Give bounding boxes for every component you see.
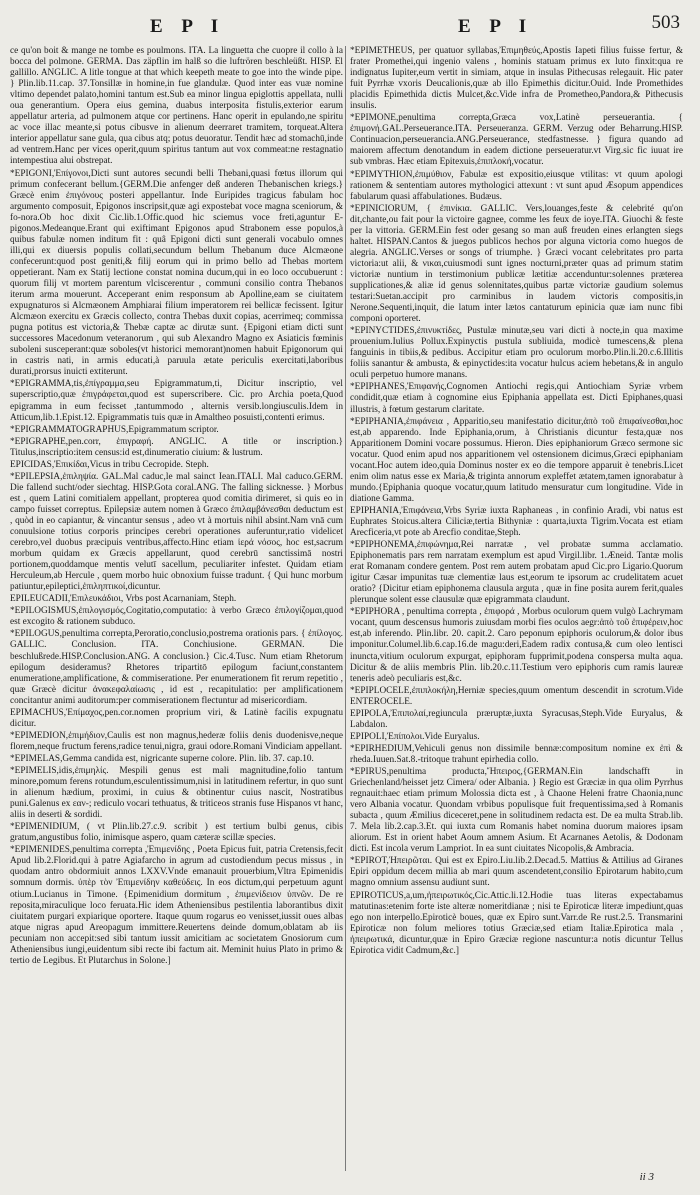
entry-epigraphe: *EPIGRAPHE,pen.corr, ἐπιγραφή. ANGLIC. A title or inscription.} Titulus,inscriptio:item census:id est,dinumeratio ciuium: & lustrum. <box>10 436 343 458</box>
entry-epimelas: *EPIMELAS,Gemma candida est, nigricante superne colore. Plin. lib. 37. cap.10. <box>10 753 314 764</box>
entry-epimenidium: *EPIMENIDIUM, ( vt Plin.lib.27.c.9. scribit ) est tertium bulbi genus, cibis gratum,angustibus folio, inimisque aspero, quam cæteræ scillæ species. <box>10 822 343 844</box>
entry-epimythion: *EPIMYTHION,ἐπιμύθιον, Fabulæ est expositio,eiusque vtilitas: vt quum apologi rationem & sententiam autores mythologici attexunt : vt sunt apud Æsopum appendices fabularum quasi affabulationes. Budæus. <box>350 169 683 202</box>
entry-epinyctides: *EPINYCTIDES,ἐπινυκτίδες, Pustulæ minutæ,seu vari dicti à nocte,in qua maxime prouenium.Iulius Pollux.Expinyctis pustula subliuida, modicè tumescens,& plena fanguinis in tibiis,& pedibus. Accipitur etiam pro oculorum morbo.Plin.li.20.c.6.Illitis foliis sanantur & ambusta, & epinyctides:ita vocatur hulcus aciem hebetans,& in angulo oculi perpetuo humore manans. <box>350 326 683 381</box>
entry-epimelis: *EPIMELIS,idis,ἐπιμηλίς. Mespili genus est mali magnitudine,folio tantum minore,pomum ferens rotundum,esculentissimum,nisi in latitudinem refertur, in quo sunt in alienum hædium, proximi, in cuius & obtinentur cuius nascit, Nostratibus puni.Galenus ex ɛαν-; rediculo vocari tethuatus, & triticeos stranis fuse Hispanos vt hanc, aliis in deserti & sordidi. <box>10 766 343 821</box>
right-running-title: E P I <box>458 16 534 37</box>
entry-epiniciorum: *EPINICIORUM, { ἐπινίκια. GALLIC. Vers,louanges,feste & celebrité qu'on dit,chante,ou fait pour la victoire gagnee, comme les feux de ioye.ITA. Giuochi & feste per la vittoria. GERM.Ein fest oder gesang so man auß freuden eines erlangten siegs haltet. HISPAN.Cantos & juegos publicos hechos por alguna victoria como huegos de alegria. ANGLIC.Verses or songs of triumphe. } Græci vocant celebritates pro parta victoria:ut alii, & νικαι,cuiusmodi sunt ignes nocturni,præter quas ad primum statim victoriæ nuntium in terstimonium publicæ lætitiæ accenduntur:solennes præterea supplicationes,& aliæ id genus solennitates,quibus partæ victoriæ gaudium solemus testari:Suetan.accipit pro carminibus in laudem victoris compositis,in Nerone.Sequenti,inquit, die latum inter lætos cantaturum epinicia quæ iam nunc fibi componi oporteret. <box>350 203 683 325</box>
entry-epigoni: *EPIGONI,Ἐπίγονοι,Dicti sunt autores secundi belli Thebani,quasi fœtus illorum qui primum confecerant bellum.{GERM.Die anfenger deß anderen Thebanischen kriegs.} Græcè enim ἐπιγόνους posteri appellantur. Inde Euripides tragicus fabulam hoc argumento composuit, Epigonos inscripsit,quæ agi expostebat voce magna sceniorum, & fo-nora.Ob hoc dixit Cic.lib.1.Offic.quod hic sciemus voce freti,aguntur E-pigonos.Medeanque.Erant qui exiftimant Epigonos apud Strabonem esse populos,à quibus fabulæ nomen inditum fit : quâ Epigoni dicti sunt generali vocabulo omnes illi,qui ex diuersis populis collati,secundum bellum Thebanum duce Alcmæone confecerunt:quod post geniti,& filij eorum qui in primo bello ad Thebas mortem oppetierant. Nam ex Statij lectione constat nomina ducum,qui in eo loco occubuerunt : quorum filij vt mortem parentum vlciscerentur , communi consilio contra Thebanos iterum arma mouerunt. Acceperant enim responsum ab Apolline,eam se ciuitatem expugnaturos si Alcmæonem Amphiarai filium imperatorem rei bellicæ fecissent. Igitur Alcmæon exercitu ex Græcis collecto, contra Thebas duxit copias, acerrimeq; commissa pugna potitus est victoria,& Thebæ captæ ac dirutæ sunt. {Epigoni etiam dicti sunt successores Macedonum veteranorum , qui sub Alexandro Magno ex Asiaticis fœminis suboleni susceperant:quæ soboles(vt historici memorant)nomen habuit Epigonorum qui in castris nati, in armis educati,à paruula ætate periculis exercitati,laboribus durati,prorsus inuicti extiterunt. <box>10 168 343 378</box>
entry-epiroticus: EPIROTICUS,a,um,ἠπειρωτικός,Cic.Attic.li.12.Hodie tuas literas expectabamus matutinas:etenim forte iste alteræ nomeritdianæ ; nisi te Epiroticæ literæ impediunt,quas ego non interpello.Epiroticè boues, quæ ex Epiro sunt.Varr.de Re rust.2.5. Transmarini Epiroticæ non folum meliores totius Græciæ,sed etiam Italiæ.Epirotica mala , ἠπειρωτικά, dicuntur,quæ in Epiro Græciæ regione nascuntur:a notis dicuntur Tellus Epirotica vidit Cadmum,&c.] <box>350 890 683 956</box>
running-header <box>0 10 700 44</box>
column-divider <box>345 46 346 1171</box>
entry-epigrammatographus: *EPIGRAMMATOGRAPHUS,Epigrammatum scriptor. <box>10 424 219 435</box>
page-number: 503 <box>651 12 680 33</box>
entry-epilogismus: *EPILOGISMUS,ἐπιλογισμός,Cogitatio,computatio: à verbo Græco ἐπιλογίζομαι,quod est excogito & rationem subduco. <box>10 606 343 628</box>
entry-epirot: *EPIROT,Ἠπειρῶται. Qui est ex Epiro.Liu.lib.2.Decad.5. Mattius & Attilius ad Giranes Epiri oppidum decem millia ab mari quum ascendetent,consilio Epirotarum habito,cum magno omnium assensu audiunt sunt. <box>350 856 683 889</box>
entry-epipoli: EPIPOLI,Ἐπίπολοι.Vide Euryalus. <box>350 731 480 742</box>
entry-epilogus: *EPILOGUS,penultima correpta,Peroratio,conclusio,postrema orationis pars. { ἐπίλογος. GALLIC. Conclusion. ITA. Conchiusione. GERMAN. Die beschlußrede.HISP.Conclusion.ANG. A conclusion.} Cic.4.Tusc. Num etiam Rhetorum epilogum desideramus? Rhetores tripartitō epilogum faciunt,constantem enumeratione,amplificatione, & commiseratione. Per enumerationem fit rerum repetitio , quæ Græcè dicitur ἀνακεφαλαίωσις , id est , recapitulatio: per amplificationem concitantur animi auditorum:per commiserationem flectuntur ad misericordiam. <box>10 629 343 706</box>
entry-epiphania: *EPIPHANIA,ἐπιφάνεια , Apparitio,seu manifestatio dicitur,ἀπὸ τοῦ ἐπιφαίνεσθαι,hoc est,ab apparendo. Inde Epiphania,orum, à Christianis dicuntur festa,quæ nos Apparitionem Domini vocare possumus. Hieron. Dies epiphaniorum Græco sermone sic vocatur. Quod enim apud nos apparitionem vel ostensionem dicimus,Græci epiphaniam vocant.Hoc autem ideo,quia Dominus noster ex eo die tempore apparuit è tenebris.Licet enim olim natus esse ex Maria,& triginta annorum expleffet ætatem,tamen ignorabatur à mundo.{Epiphania quoque vocatur,quum latitudo mensuratur cum longitudine. Vide in diatione Gamma. <box>350 416 683 504</box>
entry-epimedion: *EPIMEDION,ἐπιμήδιον,Caulis est non magnus,hederæ foliis denis duodenisve,neque florem,neque fructum ferens,radice tenui,nigra, graui odore.Romani Vindiciam appellant. <box>10 730 343 752</box>
entry-epilepsia: *EPILEPSIA,ἐπιληψία. GAL.Mal caduc,le mal sainct Iean.ITALI. Mal caduco.GERM. Die fallend sucht/oder siechtag. HISP.Gota coral.ANG. The falling sicknesse. } Morbus est , quem Latini comitialem appellant, propterea quod comitia dirimeret, si quis eo in campo fuisset correptus. Epilepsiæ autem nomen à Græco ἐπιλαμβάνεσθαι deductum est , quòd in eo capiantur, & vincantur sensus , adeo vt à mortuis nihil absint.Nam vnā cum conuulsione totius corporis principes cerebri operationes auferuntur,ratio videlicet cerebro,vel duobus præcipuis ventribus,affecto.Hinc etiam ἱερά νόσος, hoc est,sacrum morbum quidam ex Græcis appellarunt, quod cerebrū sanctissimā nostri portionem,quoddamque mentis velutī sacellum, peculiariter infestet. Quidam etiam Herculeum,ab Hercule , quem morbo huic obnoxium fuisse tradunt. { Qui hunc morbum patiuntur,epileptici,ἐπιληπτικοί,dicuntur. <box>10 471 343 593</box>
entry-epiphora: *EPIPHORA , penultima correpta , ἐπιφορά , Morbus oculorum quem vulgò Lachrymam vocant, quum descensus humoris zuiusdam morbi fies oculos aegr:ἀπὸ τοῦ ἐπιφέρειν,hoc est,ab inferendo. Plin.libr. 20. capit.2. Caro peponum epiphoris oculorum,& dolor ibus imponitur.Columel.lib.6.cap.16.de magu:deri,Eadem radix contusa,& cum oleo lentisci inuncta,vitium oculorum expurgat, epiphoram fupprimit,podena conspersa multa aqua. Dicitur & de aliis membris Plin. lib.20.c.11.Testium vero epiphoris cum ramis laureæ teneris adeò peculiaris est,&c. <box>350 607 683 684</box>
entry-epiphanes: *EPIPHANES,Ἐπιφανής,Cognomen Antiochi regis,qui Antiochiam Syriæ vrbem condidit,quæ etiam à cognomine eius Epiphania appellata est. Dicti Epiphanes,quasi illustris, à fœtum gestarum claritate. <box>350 382 683 415</box>
entry-epimenides: *EPIMENIDES,penultima correpta ,Ἐπιμενίδης , Poeta Epicus fuit, patria Cretensis,fecit Apud lib.2.Florid.qui à patre Agiafarcho in agrum ad custodiendum pecus missus , in quodam antro obdormiuit annos LXXV.Vnde emanauit prouerbium,Vltra Epimenidis somnum dormis. ὑπὲρ τὸν Ἐπιμενίδην καθεύδεις. In eos dictum,qui perpetuum agunt otium.Lucianus in Timone. {Epimenidium dormitum , ἐπιμενίδειον ὑπνῶν. De re reposita,miraculique loco feruata.Hic idem Atheniensibus pestilentia laborantibus dixit ciuitatem purgari expiarique oportere. Itaque quum rogarus eo venisset,iussit oues albas atque nigras apud Areopagum immittere.Reuertens deinde domum,oblatam ab iis pecuniam non accepit:sed sibi tantum iussit amicitiam ac societatem Gnosiorum cum Atheniensibus iungi,euidentum sibi recte ibi factum ait. Meminit huius Plato in primo & tertio de Legibus. Et Plutarchus in Solone.] <box>10 845 343 966</box>
entry-epimetheus: *EPIMETHEUS, per quatuor syllabas,Ἐπιμηθεύς,Apostis Iapeti filius fuisse fertur, & frater Promethei,qui ingenio valens , hominis statuam primus ex luto finxit:qua re indignatus Iupiter,eum vertit in simiam, atque in insulas Pithecusas relegauit. Hic pater fuit Pyrrhæ vxoris Deucalionis,quæ ab illo Epimethis dicitur.Ouid. Inde Promethides placidis Epimethida dictis Mulcet,&c.Vide infra de Prometheo,Pandora,& Pithecusis insulis. <box>350 46 683 112</box>
entry-epimachus: EPIMACHUS,Ἐπίμαχος,pen.cor.nomen proprium viri, & Latinè facilis expugnatu dicitur. <box>10 707 343 729</box>
entry-epiphania-urbs: EPIPHANIA,Ἐπιφάνεια,Vrbs Syriæ iuxta Raphaneas , in confinio Aradi, vbi natus est Euphrates Stoicus.altera Ciliciæ,tertia Bithyniæ : quarta,iuxta Tigrim.Vocata est etiam Arecficeria,vt pote ab Arecfio conditae,Steph. <box>350 505 683 539</box>
entry-epirus: *EPIRUS,penultima producta,Ἤπειρος,{GERMAN.Ein landschafft in Griechenland/heisset jetz Cimera/ oder Albania. } Regio est Græciæ in qua olim Pyrrhus regnauit:haec etiam primum Molossia dicta est , à Chaone Heleni fratre Chaonia,nunc vero Albania vocatur. Quondam vrbibus populisque fuit frequentissima,sed à Romanis subacta , quum Æmilius diceceret,pene in solitudinem redacta est. De ea multa Strab.lib. 7. Mela lib.2.cap.3.Et. qui iuxta cum Romanis habet nomina duorum maiores ipsam aliorum. Est in orient habet Aoum amnem Asium. Et Acarnanes Aetolis, & Dodonam dicti. Est incola verum Lampriot. In ea sunt ciuitates Nicopolis,& Ambracia. <box>350 767 683 855</box>
right-column <box>350 46 683 1174</box>
signature-mark: ii 3 <box>639 1171 654 1183</box>
entry-epipola: EPIPOLA,Ἐπιπολαί,regiuncula præruptæ,iuxta Syracusas,Steph.Vide Euryalus, & Labdalon. <box>350 708 683 730</box>
entry-epigramma: *EPIGRAMMA,tis,ἐπίγραμμα,seu Epigrammatum,ti, Dicitur inscriptio, vel superscriptio,quæ ἐπιγράφεται,quod est superscribere. Cic. pro Archia poeta,Quod epigramma in eum fecisset ,tantummodo , alternis versib.longiusculis.Idem in Atticum,lib.1.Epist.12. Epigrammatis tuis quæ in Amaltheo posuisti,contenti erimus. <box>10 379 343 423</box>
left-running-title: E P I <box>150 16 226 37</box>
entry-epimone: *EPIMONE,penultima correpta,Græca vox,Latinè perseuerantia. { ἐπιμονή.GAL.Perseuerance.ITA. Perseueranza. GERM. Verzug oder Beharrung.HISP. Continuacion,perseuerancia.ANG.Perseuerance, stedfastnesse. } figura quando ad maiorem affectum denotandum in eadem dictione perseueratur.vt Virg.sic fic iuuat ire sub vmbras. Hæc etiam Epitexuis,ἐπιπλοκή,vocatur. <box>350 113 683 168</box>
entry-epiplocele: *EPIPLOCELE,ἐπιπλοκήλη,Herniæ species,quum omentum descendit in scrotum.Vide ENTEROCELE. <box>350 685 683 707</box>
left-column <box>10 46 343 1174</box>
entry-epiglottis: ce qu'on boit & mange ne tombe es poulmons. ITA. La linguetta che cuopre il collo à la bocca del polmone. GERMA. Das zäpflin im halß so die luftrören beschleüßt. HISP. El gallillo. ANGLIC. A litle tongue at that which keepeth meate to goe into the winde pipe. } Plin.lib.11.cap. 37.Tonsillæ in homine,in fue glandulæ. Quod inter eas vuæ nomine vltimo dependet palato,homini tantum est.Sub ea minor lingua epiglottis appellata, nulli oua generantium. Opera eius gemina, duabus interposita fistulis,exterior earum appellatur arteria, ad pulmonem atque cor pertinens. Hanc operit in epulando,ne spiritu ac voce illac meante,si potus cibusve in alienum deerraret tramitem, torqueat.Altera interior appellatur sane gula, qua cibus atq; potus deuoratur. Tendit hæc ad stomachū,inde ad ventrem.Hanc per vices operit,quum spiritus tantum aut vox commeat:ne restagnatio intempestiua alui obstrepat. <box>10 46 343 167</box>
entry-epirhedium: *EPIRHEDIUM,Vehiculi genus non dissimile bennæ:compositum nomine ex ἐπὶ & rheda.Iuuen.Sat.8.-tritoque trahunt epirhedia collo. <box>350 743 683 765</box>
entry-epileucadii: EPILEUCADII,Ἐπιλευκάδιοι, Vrbs post Acarnaniam, Steph. <box>10 594 237 605</box>
entry-epicidas: EPICIDAS,Ἐπικίδαι,Vicus in tribu Cecropide. Steph. <box>10 459 209 470</box>
entry-epiphonema: *EPIPHONEMA,ἐπιφώνημα,Rei narratæ , vel probatæ summa acclamatio. Epiphonematis pars rem narratam exemplum est apud Virgil.libr. 1.Æneid. Tantæ molis erat Romanam condere gentem. Post rem autem probatam apud Cic.pro Ligario.Quorum igitur Cæsar impunitas tuæ clementiæ laus est,eorum te ipsorum ac crudelitatem acuet oratio? {Dicitur etiam epiphonema clausula arguta , quæ in fine posita aurem ferit,quales plerunque solent esse clausulæ quæ epigrammata claudunt. <box>350 540 683 606</box>
